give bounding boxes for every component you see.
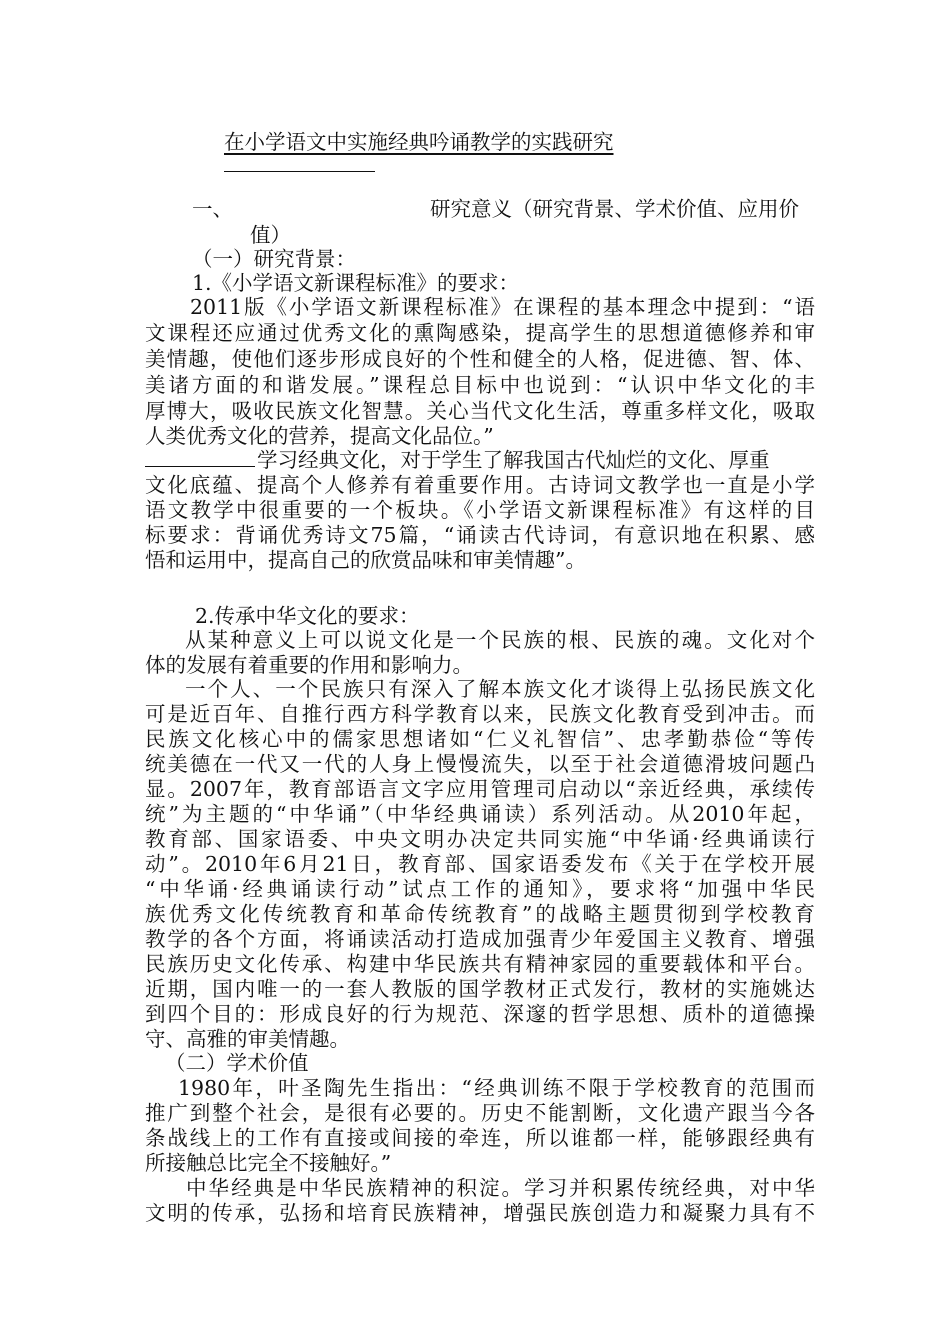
section-heading-continuation: 值）: [250, 223, 291, 247]
text-line: 到四个目的：形成良好的行为规范、深邃的哲学思想、质朴的道德操: [145, 1002, 815, 1026]
text-line: 文明的传承，弘扬和培育民族精神，增强民族创造力和凝聚力具有不: [145, 1201, 815, 1225]
text-line: 中华经典是中华民族精神的积淀。学习并积累传统经典，对中华: [186, 1176, 815, 1200]
text-line: 标要求：背诵优秀诗文75篇，“诵读古代诗词，有意识地在积累、感: [145, 523, 815, 547]
text-line: 所接触总比完全不接触好。”: [145, 1151, 392, 1175]
text-line: 统美德在一代又一代的人身上慢慢流失，以至于社会道德滑坡问题凸: [145, 752, 815, 776]
text-line: 动”。2010年6月21日，教育部、国家语委发布《关于在学校开展: [145, 852, 815, 876]
text-line: 教学的各个方面，将诵读活动打造成加强青少年爱国主义教育、增强: [145, 927, 815, 951]
text-line: 体的发展有着重要的作用和影响力。: [145, 653, 473, 677]
text-line: “中华诵·经典诵读行动”试点工作的通知》，要求将“加强中华民: [145, 877, 815, 901]
title-rule: [224, 171, 375, 172]
text-line: 美情趣，使他们逐步形成良好的个性和健全的人格，促进德、智、体、: [145, 347, 815, 371]
text-line: 厚博大，吸收民族文化智慧。关心当代文化生活，尊重多样文化，吸取: [145, 399, 815, 423]
text-line-content: 学习经典文化，对于学生了解我国古代灿烂的文化、厚重: [257, 448, 770, 472]
text-line: 文课程还应通过优秀文化的熏陶感染，提高学生的思想道德修养和审: [145, 321, 815, 345]
text-line: 一个人、一个民族只有深入了解本族文化才谈得上弘扬民族文化: [185, 677, 815, 701]
section-number: 一、: [192, 197, 233, 221]
text-line: 近期，国内唯一的一套人教版的国学教材正式发行，教材的实施姚达: [145, 977, 815, 1001]
subsection-heading: （一）研究背景：: [192, 247, 356, 271]
text-line: 人类优秀文化的营养，提高文化品位。”: [145, 424, 494, 448]
text-line: 2011版《小学语文新课程标准》在课程的基本理念中提到：“语: [190, 295, 815, 319]
text-line: 守、高雅的审美情趣。: [145, 1027, 350, 1051]
text-line: 显。2007年，教育部语言文字应用管理司启动以“亲近经典，承续传: [145, 777, 815, 801]
document-title: 在小学语文中实施经典吟诵教学的实践研究: [224, 130, 614, 154]
text-line: [145, 447, 770, 473]
blank-underline: [145, 448, 255, 467]
item-heading: 2.传承中华文化的要求：: [195, 604, 420, 628]
text-line: 文化底蕴、提高个人修养有着重要作用。古诗词文教学也一直是小学: [145, 473, 815, 497]
text-line: 统”为主题的“中华诵”（中华经典诵读）系列活动。从2010年起，: [145, 802, 815, 826]
text-line: 民族文化核心中的儒家思想诸如“仁义礼智信”、忠孝勤恭俭“等传: [145, 727, 815, 751]
text-line: 族优秀文化传统教育和革命传统教育”的战略主题贯彻到学校教育: [145, 902, 815, 926]
text-line: 可是近百年、自推行西方科学教育以来，民族文化教育受到冲击。而: [145, 702, 815, 726]
text-line: 语文教学中很重要的一个板块。《小学语文新课程标准》有这样的目: [145, 498, 815, 522]
text-line: 教育部、国家语委、中央文明办决定共同实施“中华诵·经典诵读行: [145, 827, 815, 851]
subsection-heading: （二）学术价值: [165, 1051, 309, 1075]
item-heading: 1.《小学语文新课程标准》的要求：: [192, 271, 520, 295]
text-line: 推广到整个社会，是很有必要的。历史不能割断，文化遗产跟当今各: [145, 1101, 815, 1125]
text-line: 1980年，叶圣陶先生指出：“经典训练不限于学校教育的范围而: [178, 1076, 815, 1100]
text-line: 条战线上的工作有直接或间接的牵连，所以谁都一样，能够跟经典有: [145, 1126, 815, 1150]
text-line: 美诸方面的和谐发展。”课程总目标中也说到：“认识中华文化的丰: [145, 373, 815, 397]
text-line: 从某种意义上可以说文化是一个民族的根、民族的魂。文化对个: [185, 628, 815, 652]
text-line: 民族历史文化传承、构建中华民族共有精神家园的重要载体和平台。: [145, 952, 815, 976]
section-heading-text: 研究意义（研究背景、学术价值、应用价: [430, 197, 799, 221]
text-line: 悟和运用中，提高自己的欣赏品味和审美情趣”。: [145, 548, 586, 572]
